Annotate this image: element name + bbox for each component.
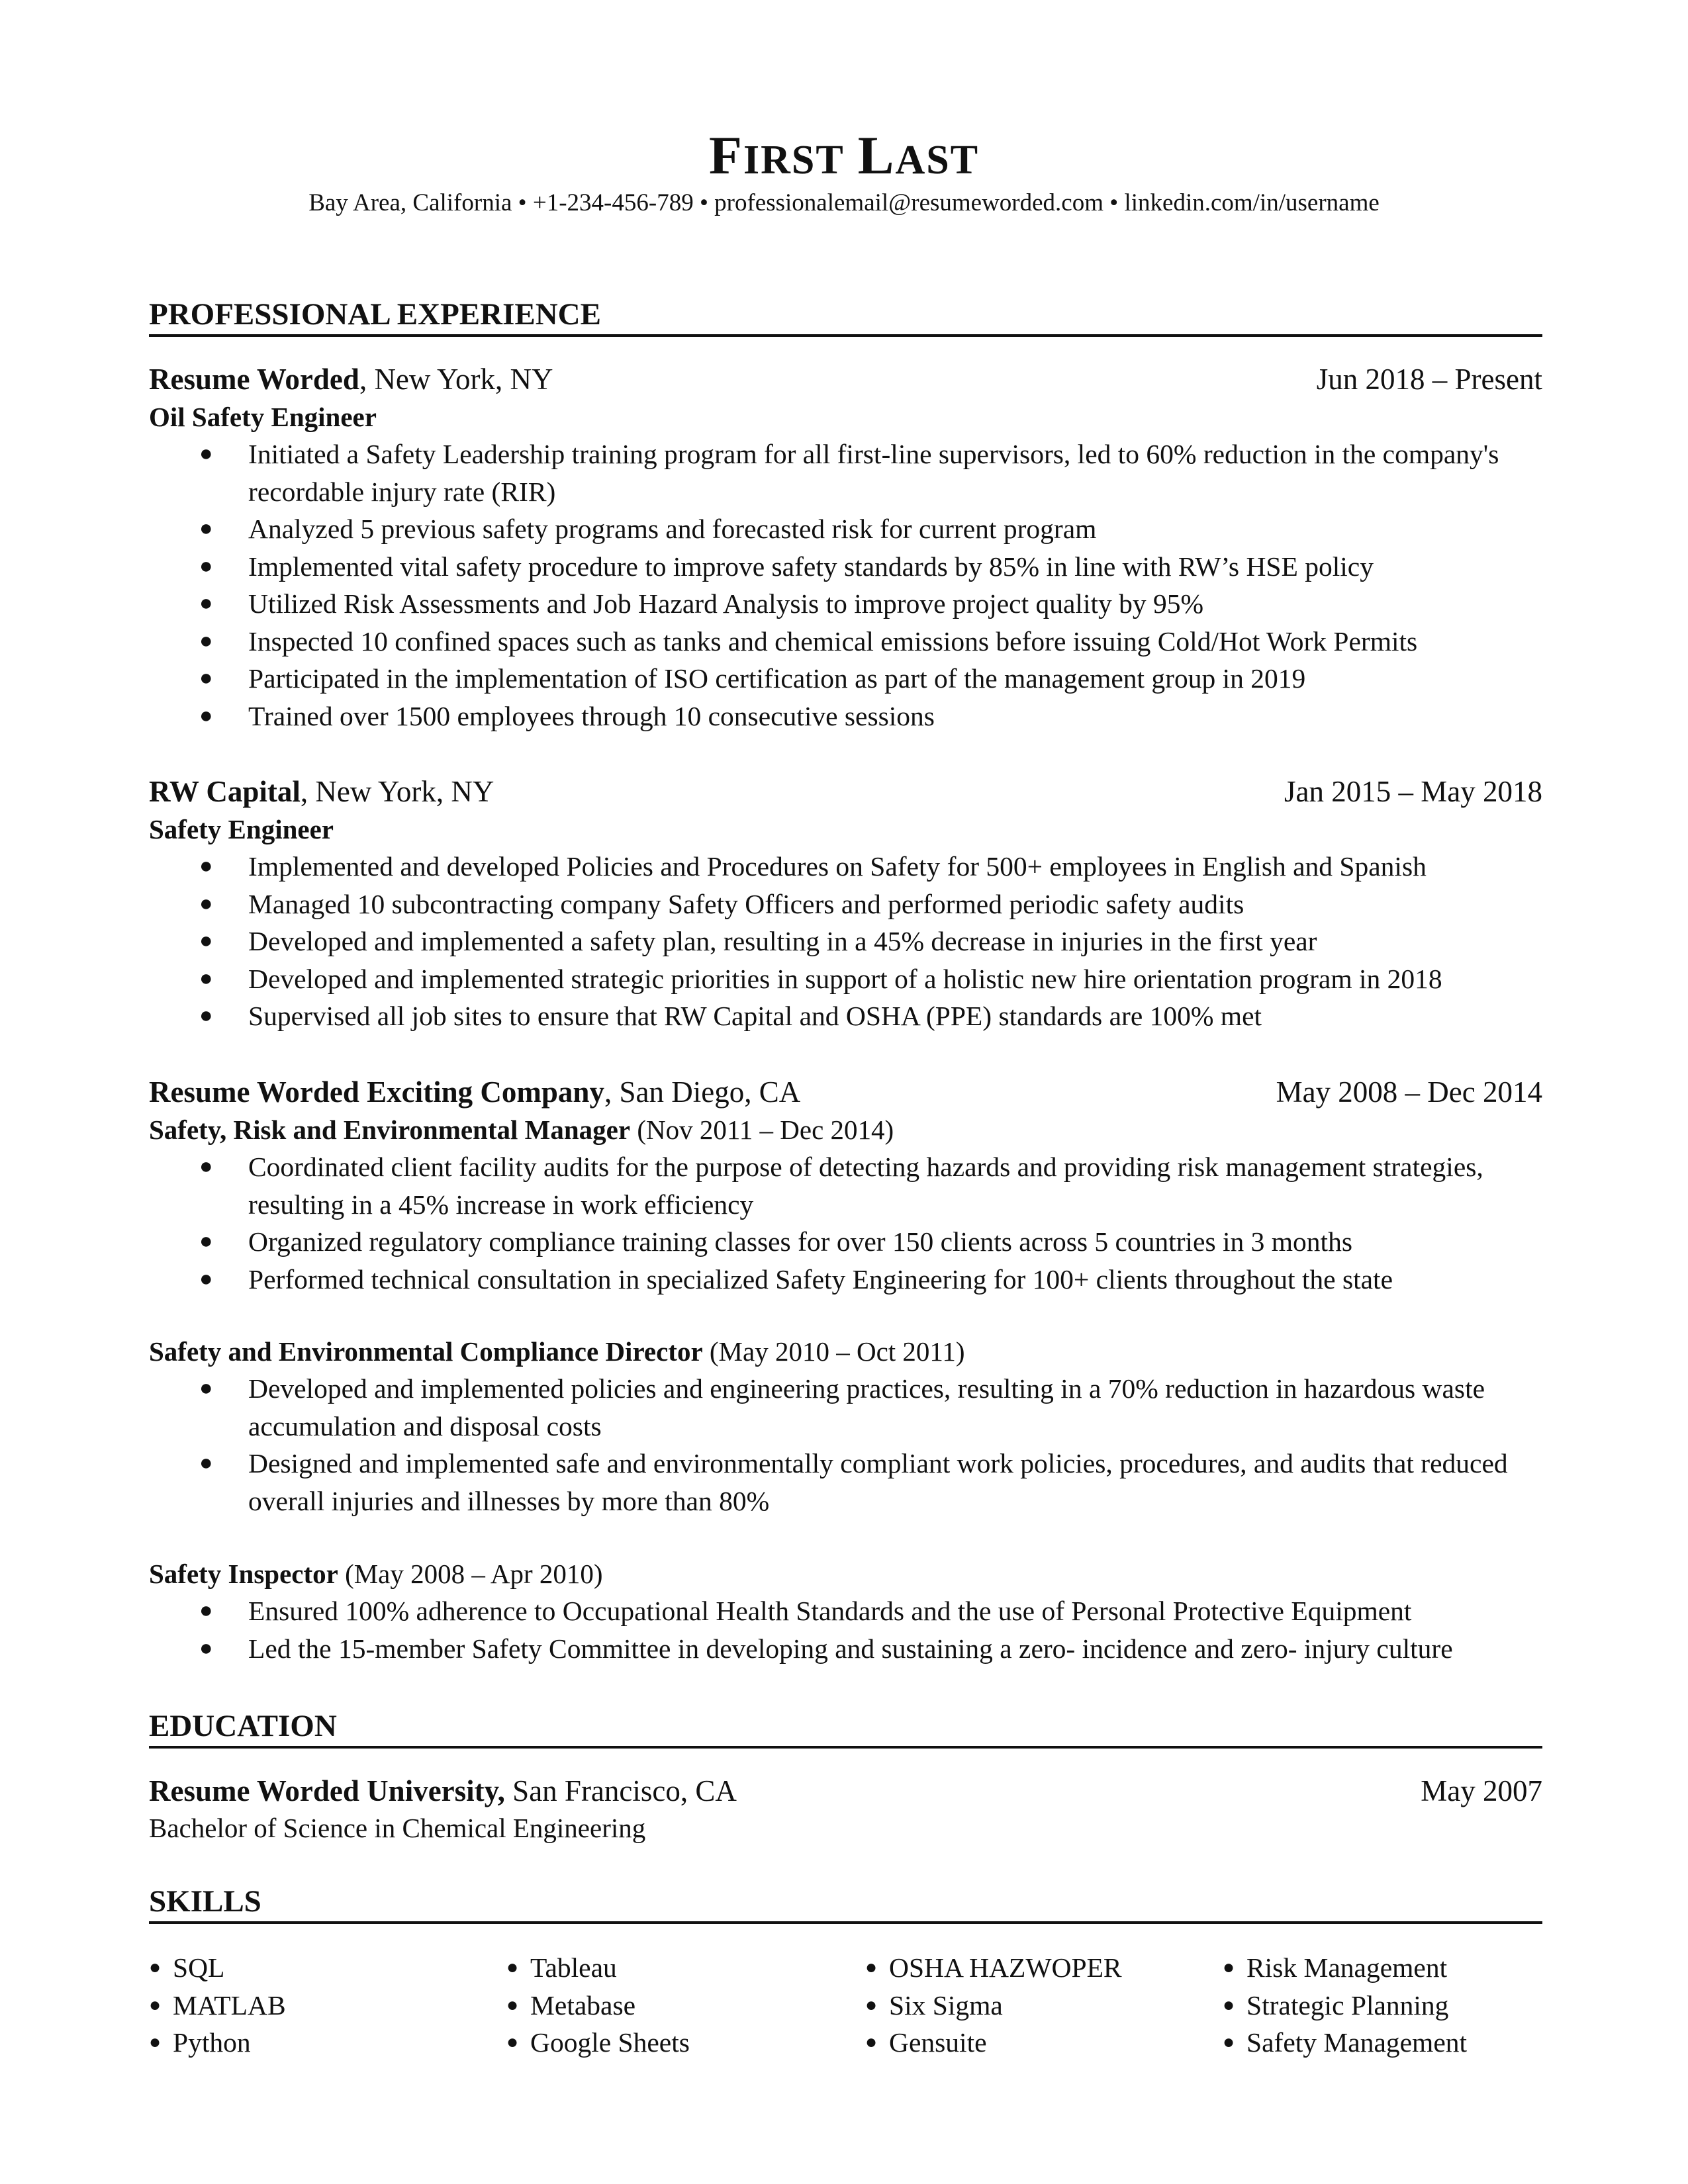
skill-item: ● Python: [149, 2024, 493, 2062]
bullet-icon: ●: [199, 1154, 213, 1179]
bullet-item: ● Initiated a Safety Leadership training program for all first-line supervisors, led to 60% reduction in the company's recordable injury rate (RIR): [149, 435, 1542, 510]
skill-item: ● MATLAB: [149, 1987, 493, 2025]
bullet-item: ● Analyzed 5 previous safety programs and forecasted risk for current program: [149, 510, 1542, 548]
skill-item: ● Risk Management: [1223, 1949, 1567, 1987]
skill-item: ● SQL: [149, 1949, 493, 1987]
job-bullets: [149, 848, 1542, 1035]
role-bullets: [149, 1148, 1542, 1298]
role-period: (May 2008 – Apr 2010): [338, 1559, 603, 1589]
bullet-item: ● Implemented and developed Policies and Procedures on Safety for 500+ employees in English and Spanish: [149, 848, 1542, 886]
bullet-icon: ●: [506, 2031, 519, 2053]
skill-item: ● Safety Management: [1223, 2024, 1567, 2062]
bullet-item: ● Utilized Risk Assessments and Job Hazard Analysis to improve project quality by 95%: [149, 585, 1542, 623]
company-name: Resume Worded Exciting Company: [149, 1075, 604, 1109]
bullet-icon: ●: [199, 1003, 213, 1028]
bullet-icon: ●: [149, 1956, 162, 1978]
bullet-item: ● Led the 15-member Safety Committee in developing and sustaining a zero- incidence and zero- injury culture: [149, 1630, 1542, 1668]
job-dates: Jan 2015 – May 2018: [1284, 775, 1542, 808]
role-period: (May 2010 – Oct 2011): [702, 1336, 965, 1367]
bullet-item: ● Developed and implemented strategic priorities in support of a holistic new hire orientation program in 2018: [149, 960, 1542, 998]
school-name: Resume Worded University,: [149, 1774, 505, 1807]
name-last-initial: L: [857, 125, 896, 185]
bullet-item: ● Managed 10 subcontracting company Safety Officers and performed periodic safety audits: [149, 886, 1542, 923]
skill-item: ● Google Sheets: [506, 2024, 851, 2062]
company-name: RW Capital: [149, 775, 301, 808]
skills-column: [1223, 1949, 1567, 2062]
role-bullets: [149, 1370, 1542, 1520]
skill-item: ● OSHA HAZWOPER: [865, 1949, 1209, 1987]
bullet-icon: ●: [506, 1956, 519, 1978]
bullet-icon: ●: [149, 2031, 162, 2053]
job-bullets: [149, 435, 1542, 735]
job-title: Oil Safety Engineer: [149, 402, 377, 432]
skill-item: ● Metabase: [506, 1987, 851, 2025]
name-first-initial: F: [708, 125, 744, 185]
job-title: Safety Engineer: [149, 814, 334, 844]
graduation-date: May 2007: [1421, 1774, 1542, 1807]
company-location: , New York, NY: [300, 775, 494, 808]
role-header: [149, 1555, 603, 1592]
bullet-icon: ●: [199, 1598, 213, 1623]
skill-item: ● Six Sigma: [865, 1987, 1209, 2025]
role-bullets: [149, 1592, 1542, 1667]
bullet-icon: ●: [149, 1993, 162, 2016]
bullet-icon: ●: [199, 854, 213, 878]
bullet-item: ● Supervised all job sites to ensure that RW Capital and OSHA (PPE) standards are 100% met: [149, 997, 1542, 1035]
name-first-rest: IRST: [743, 138, 845, 183]
job-header: [149, 361, 1542, 398]
bullet-icon: ●: [865, 2031, 878, 2053]
bullet-icon: ●: [199, 1229, 213, 1253]
skill-item: ● Strategic Planning: [1223, 1987, 1567, 2025]
bullet-icon: ●: [506, 1993, 519, 2016]
bullet-item: ● Performed technical consultation in specialized Safety Engineering for 100+ clients throughout the state: [149, 1261, 1542, 1298]
bullet-icon: ●: [199, 1451, 213, 1475]
role-title: Safety Inspector: [149, 1559, 338, 1589]
bullet-item: ● Participated in the implementation of ISO certification as part of the management group in 2019: [149, 660, 1542, 698]
bullet-item: ● Developed and implemented a safety plan, resulting in a 45% decrease in injuries in the first year: [149, 923, 1542, 960]
job-header: [149, 1073, 1542, 1111]
bullet-icon: ●: [199, 891, 213, 916]
candidate-name: [0, 122, 1688, 193]
company-name: Resume Worded: [149, 363, 359, 396]
school-location: San Francisco, CA: [504, 1774, 737, 1807]
bullet-item: ● Trained over 1500 employees through 10 consecutive sessions: [149, 698, 1542, 735]
bullet-item: ● Coordinated client facility audits for the purpose of detecting hazards and providing risk management strategies, resulting in a 45% increase in work efficiency: [149, 1148, 1542, 1223]
job-dates: May 2008 – Dec 2014: [1276, 1075, 1542, 1109]
contact-line: Bay Area, California • +1-234-456-789 • professionalemail@resumeworded.com • linkedin.com/in/username: [308, 189, 1380, 216]
skills-column: [865, 1949, 1209, 2062]
job-header: [149, 773, 1542, 810]
bullet-icon: ●: [199, 666, 213, 690]
bullet-item: ● Ensured 100% adherence to Occupational Health Standards and the use of Personal Protective Equipment: [149, 1592, 1542, 1630]
company-location: , New York, NY: [359, 363, 553, 396]
bullet-item: ● Designed and implemented safe and environmentally compliant work policies, procedures, and audits that reduced overall injuries and illnesses by more than 80%: [149, 1445, 1542, 1520]
bullet-item: ● Inspected 10 confined spaces such as tanks and chemical emissions before issuing Cold/Hot Work Permits: [149, 623, 1542, 660]
education-header: [149, 1772, 1542, 1809]
education-section-title: EDUCATION: [149, 1707, 1542, 1749]
bullet-icon: ●: [1223, 2031, 1235, 2053]
bullet-icon: ●: [199, 1266, 213, 1291]
role-header: [149, 1111, 894, 1148]
bullet-icon: ●: [199, 441, 213, 466]
degree: Bachelor of Science in Chemical Engineering: [149, 1813, 646, 1843]
bullet-icon: ●: [199, 966, 213, 991]
bullet-icon: ●: [1223, 1993, 1235, 2016]
bullet-icon: ●: [199, 703, 213, 728]
skills-section-title: SKILLS: [149, 1883, 1542, 1924]
skills-column: [149, 1949, 493, 2062]
bullet-icon: ●: [199, 1635, 213, 1661]
bullet-item: ● Organized regulatory compliance training classes for over 150 clients across 5 countries in 3 months: [149, 1223, 1542, 1261]
bullet-icon: ●: [199, 516, 213, 541]
experience-section-title: PROFESSIONAL EXPERIENCE: [149, 296, 1542, 337]
role-title: Safety, Risk and Environmental Manager: [149, 1115, 631, 1145]
role-header: [149, 1333, 965, 1370]
name-last-rest: AST: [895, 138, 980, 183]
bullet-icon: ●: [199, 929, 213, 953]
bullet-item: ● Developed and implemented policies and engineering practices, resulting in a 70% reduction in hazardous waste accumulation and disposal costs: [149, 1370, 1542, 1445]
role-period: (Nov 2011 – Dec 2014): [630, 1115, 894, 1145]
bullet-icon: ●: [199, 1376, 213, 1400]
job-dates: Jun 2018 – Present: [1316, 363, 1542, 396]
company-location: , San Diego, CA: [604, 1075, 801, 1109]
bullet-icon: ●: [865, 1956, 878, 1978]
bullet-item: ● Implemented vital safety procedure to improve safety standards by 85% in line with RW’s HSE policy: [149, 548, 1542, 586]
bullet-icon: ●: [865, 1993, 878, 2016]
bullet-icon: ●: [1223, 1956, 1235, 1978]
skills-column: [506, 1949, 851, 2062]
role-title: Safety and Environmental Compliance Director: [149, 1336, 703, 1367]
bullet-icon: ●: [199, 553, 213, 578]
skill-item: ● Gensuite: [865, 2024, 1209, 2062]
bullet-icon: ●: [199, 591, 213, 615]
bullet-icon: ●: [199, 628, 213, 653]
skill-item: ● Tableau: [506, 1949, 851, 1987]
